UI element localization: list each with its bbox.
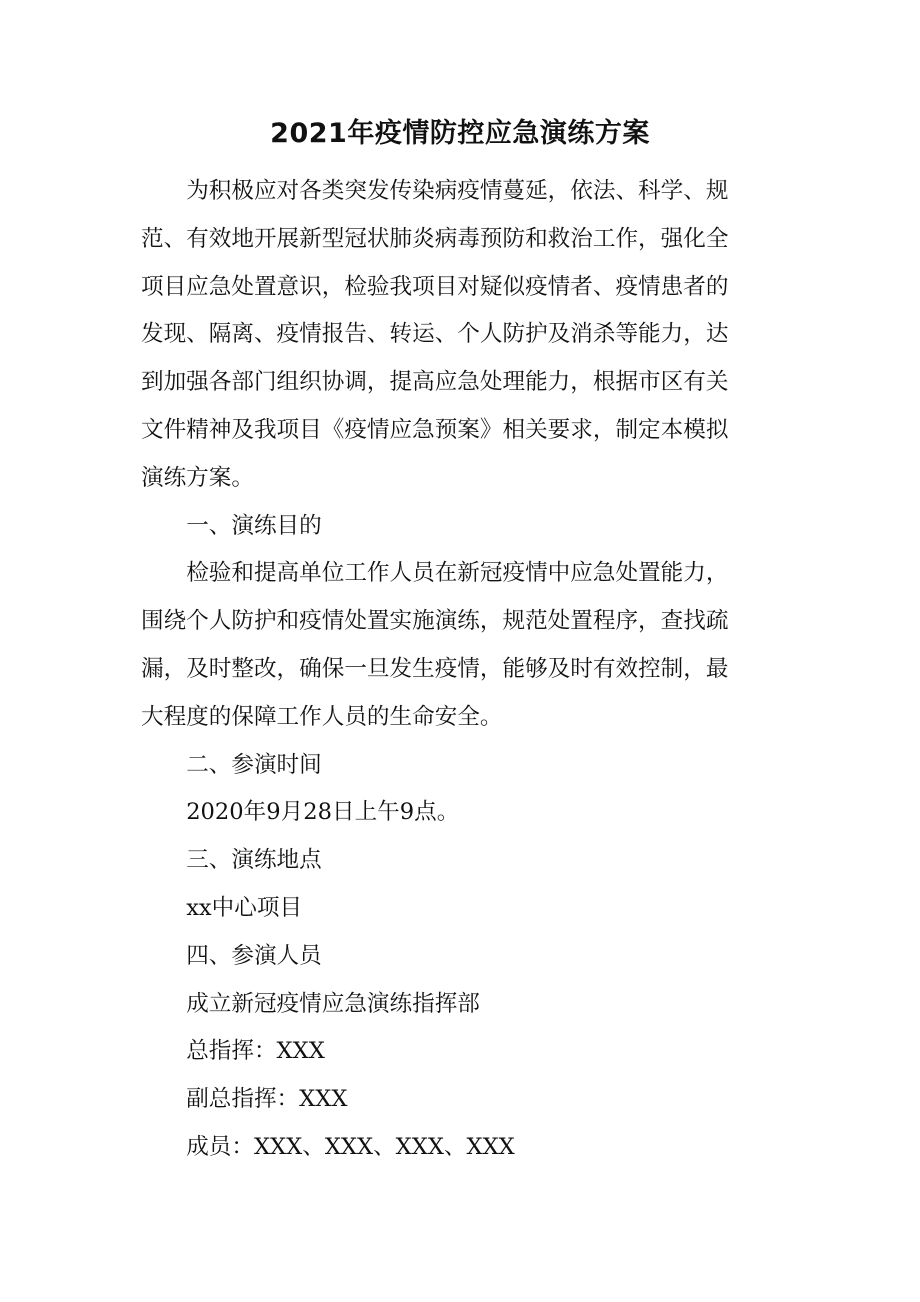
- document-title: 2021年疫情防控应急演练方案: [270, 118, 650, 149]
- drill-location: xx中心项目: [186, 894, 303, 921]
- intro-line: 为积极应对各类突发传染病疫情蔓延，依法、科学、规: [186, 178, 729, 204]
- purpose-line: 大程度的保障工作人员的生命安全。: [141, 703, 503, 730]
- intro-line: 项目应急处置意识，检验我项目对疑似疫情者、疫情患者的: [141, 273, 729, 300]
- document-body: [141, 168, 783, 1172]
- drill-time: 2020年9月28日上午9点。: [186, 799, 460, 826]
- section-heading-purpose: 一、演练目的: [186, 512, 322, 539]
- purpose-line: 检验和提高单位工作人员在新冠疫情中应急处置能力，: [186, 560, 729, 587]
- section-heading-location: 三、演练地点: [186, 847, 322, 874]
- commander: 总指挥：XXX: [186, 1038, 325, 1065]
- intro-line: 文件精神及我项目《疫情应急预案》相关要求，制定本模拟: [141, 416, 729, 443]
- section-heading-time: 二、参演时间: [186, 751, 322, 778]
- intro-line: 发现、隔离、疫情报告、转运、个人防护及消杀等能力，达: [141, 321, 729, 348]
- intro-line: 到加强各部门组织协调，提高应急处理能力，根据市区有关: [141, 369, 729, 396]
- command-intro: 成立新冠疫情应急演练指挥部: [186, 990, 480, 1017]
- purpose-line: 漏，及时整改，确保一旦发生疫情，能够及时有效控制，最: [141, 655, 729, 682]
- intro-line: 演练方案。: [141, 464, 254, 491]
- deputy-commander: 副总指挥：XXX: [186, 1086, 348, 1113]
- purpose-paragraph: [141, 550, 783, 741]
- purpose-line: 围绕个人防护和疫情处置实施演练，规范处置程序，查找疏: [141, 608, 729, 635]
- intro-paragraph: [141, 168, 783, 503]
- section-heading-participants: 四、参演人员: [186, 942, 322, 969]
- intro-line: 范、有效地开展新型冠状肺炎病毒预防和救治工作，强化全: [141, 225, 729, 252]
- members: 成员：XXX、XXX、XXX、XXX: [186, 1133, 515, 1160]
